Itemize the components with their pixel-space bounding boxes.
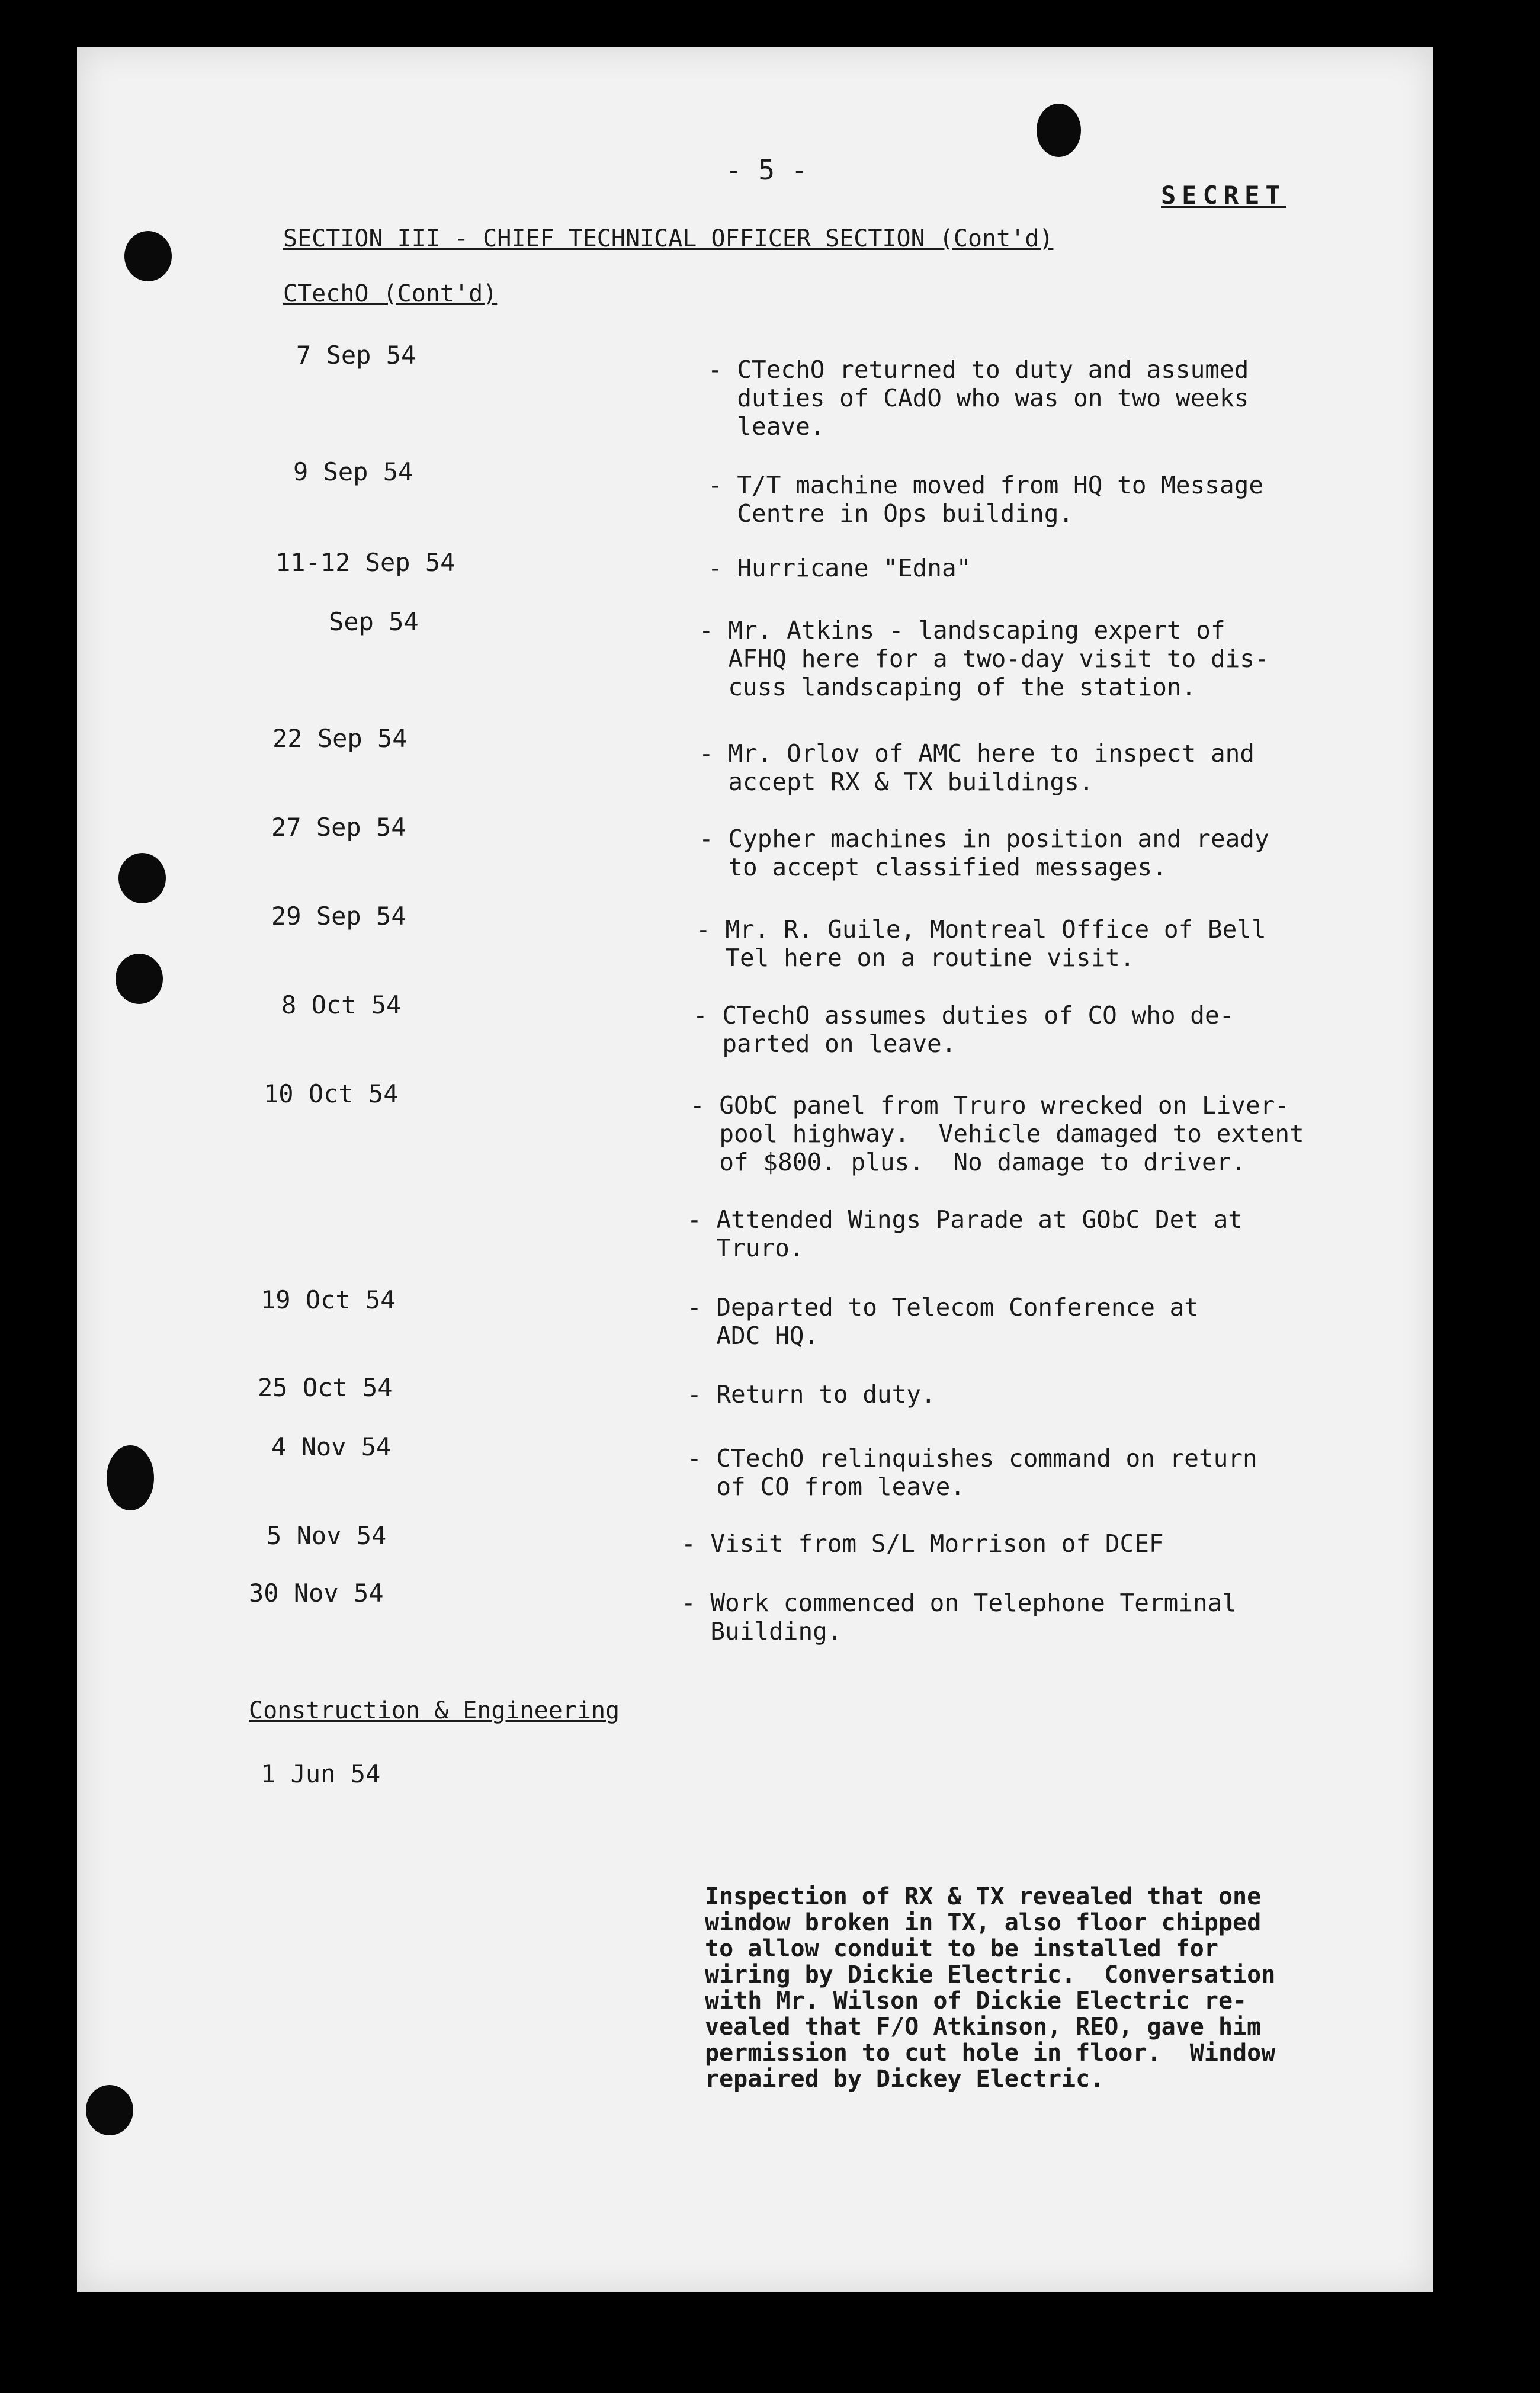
entry-text: - GObC panel from Truro wrecked on Liver- pool highway. Vehicle damaged to extent of $800. plus. No damage to driver. xyxy=(690,1091,1304,1176)
punch-hole xyxy=(116,954,163,1004)
classification-marking: SECRET xyxy=(1161,181,1286,210)
entry-text: - CTechO relinquishes command on return of CO from leave. xyxy=(687,1444,1257,1501)
entry-date: 27 Sep 54 xyxy=(271,813,406,842)
entry-date: 9 Sep 54 xyxy=(293,457,413,486)
punch-hole xyxy=(86,2085,133,2135)
punch-hole xyxy=(1037,104,1081,157)
construction-heading: Construction & Engineering xyxy=(249,1697,620,1724)
entry-text: - T/T machine moved from HQ to Message Centre in Ops building. xyxy=(708,471,1263,528)
construction-entry-text: Inspection of RX & TX revealed that one window broken in TX, also floor chipped to allow conduit to be installed for wiring by Dickie Electric. Conversation with Mr. Wilson of Dickie Electric re- vealed that F/O Atkinson, REO, gave him permission to cut hole in floor. Window repaired by Dickey Electric. xyxy=(705,1883,1276,2093)
entry-date: 25 Oct 54 xyxy=(258,1373,393,1402)
punch-hole xyxy=(124,231,172,281)
entry-text: - Work commenced on Telephone Terminal Building. xyxy=(681,1589,1237,1645)
entry-text: - Attended Wings Parade at GObC Det at Truro. xyxy=(687,1205,1243,1262)
entry-date: 7 Sep 54 xyxy=(296,341,416,370)
entry-text: - Return to duty. xyxy=(687,1380,936,1409)
entry-date: Sep 54 xyxy=(329,607,419,636)
construction-date: 1 Jun 54 xyxy=(261,1759,381,1788)
entry-date: 19 Oct 54 xyxy=(261,1285,396,1314)
entry-text: - Hurricane "Edna" xyxy=(708,554,971,582)
entry-date: 29 Sep 54 xyxy=(271,902,406,931)
entry-text: - CTechO assumes duties of CO who de- parted on leave. xyxy=(693,1001,1234,1058)
entry-date: 30 Nov 54 xyxy=(249,1579,384,1608)
entry-text: - Mr. Orlov of AMC here to inspect and accept RX & TX buildings. xyxy=(699,739,1255,796)
entry-date: 8 Oct 54 xyxy=(281,990,402,1019)
punch-hole xyxy=(118,853,166,903)
entry-date: 11-12 Sep 54 xyxy=(275,548,455,577)
subheading: CTechO (Cont'd) xyxy=(283,280,498,307)
entry-date: 4 Nov 54 xyxy=(271,1432,392,1461)
punch-hole xyxy=(107,1445,154,1510)
entry-text: - Mr. R. Guile, Montreal Office of Bell Tel here on a routine visit. xyxy=(696,915,1266,972)
entry-text: - CTechO returned to duty and assumed duties of CAdO who was on two weeks leave. xyxy=(708,355,1249,441)
entry-text: - Departed to Telecom Conference at ADC HQ. xyxy=(687,1293,1199,1350)
entry-text: - Mr. Atkins - landscaping expert of AFHQ here for a two-day visit to dis- cuss landscaping of the station. xyxy=(699,616,1269,701)
entry-date: 22 Sep 54 xyxy=(272,724,408,753)
page-number: - 5 - xyxy=(726,154,808,186)
entry-text: - Visit from S/L Morrison of DCEF xyxy=(681,1529,1164,1558)
entry-text: - Cypher machines in position and ready to accept classified messages. xyxy=(699,825,1269,881)
section-title: SECTION III - CHIEF TECHNICAL OFFICER SECTION (Cont'd) xyxy=(283,225,1054,252)
entry-date: 5 Nov 54 xyxy=(267,1521,387,1550)
entry-date: 10 Oct 54 xyxy=(264,1079,399,1108)
